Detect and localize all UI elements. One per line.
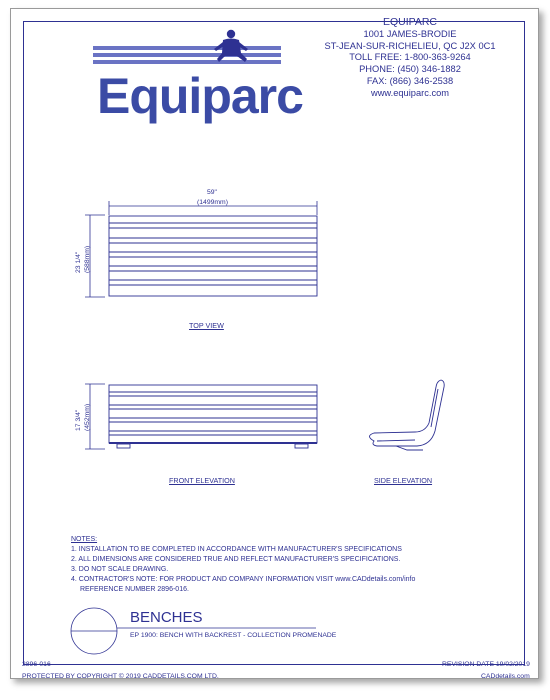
company-street: 1001 JAMES-BRODIE xyxy=(363,28,457,39)
top-depth-inches: 23 1/4" xyxy=(75,251,82,273)
company-toll-free: TOLL FREE: 1-800-363-9264 xyxy=(349,52,471,63)
notes-title: NOTES: xyxy=(71,536,98,543)
copyright-notice: PROTECTED BY COPYRIGHT © 2019 CADDETAILS.COM LTD. xyxy=(22,673,219,680)
front-height-inches: 17 3/4" xyxy=(75,409,82,431)
note-item: 3. DO NOT SCALE DRAWING. xyxy=(71,565,169,573)
company-website[interactable]: www.equiparc.com xyxy=(370,87,450,98)
notes-section xyxy=(71,535,415,594)
company-fax: FAX: (866) 346-2538 xyxy=(366,75,454,86)
side-elevation-title: SIDE ELEVATION xyxy=(374,476,433,485)
note-item: 4. CONTRACTOR'S NOTE: FOR PRODUCT AND COMPANY INFORMATION VISIT www.CADdetails.com/info xyxy=(71,575,416,583)
top-depth-mm: (588mm) xyxy=(84,245,91,273)
top-view-planks xyxy=(109,216,317,296)
note-item: 1. INSTALLATION TO BE COMPLETED IN ACCORDANCE WITH MANUFACTURER'S SPECIFICATIONS xyxy=(71,545,402,553)
drawing-sheet xyxy=(10,8,539,679)
side-elevation-profile xyxy=(370,380,445,450)
note-reference: REFERENCE NUMBER 2896-016. xyxy=(80,585,189,593)
company-phone: PHONE: (450) 346-1882 xyxy=(359,64,461,75)
note-item: 2. ALL DIMENSIONS ARE CONSIDERED TRUE AND REFLECT MANUFACTURER'S SPECIFICATIONS. xyxy=(71,555,401,563)
logo-wordmark: Equiparc xyxy=(97,68,303,124)
front-elevation-planks xyxy=(109,385,317,448)
front-elevation-title: FRONT ELEVATION xyxy=(169,476,235,485)
company-city: ST-JEAN-SUR-RICHELIEU, QC J2X 0C1 xyxy=(324,40,496,51)
drawing-title: BENCHES xyxy=(130,609,203,626)
top-width-inches: 59" xyxy=(207,189,217,196)
drawing-subtitle: EP 1900: BENCH WITH BACKREST - COLLECTION PROMENADE xyxy=(130,632,337,639)
company-name: EQUIPARC xyxy=(382,16,438,28)
front-height-mm: (452mm) xyxy=(84,403,91,431)
caddetails-link[interactable]: CADdetails.com xyxy=(481,673,530,680)
top-width-mm: (1499mm) xyxy=(197,199,228,206)
drawing-number: 2896-016 xyxy=(22,661,51,668)
top-view-title: TOP VIEW xyxy=(189,321,224,330)
revision-date: REVISION DATE 19/02/2019 xyxy=(442,661,530,668)
